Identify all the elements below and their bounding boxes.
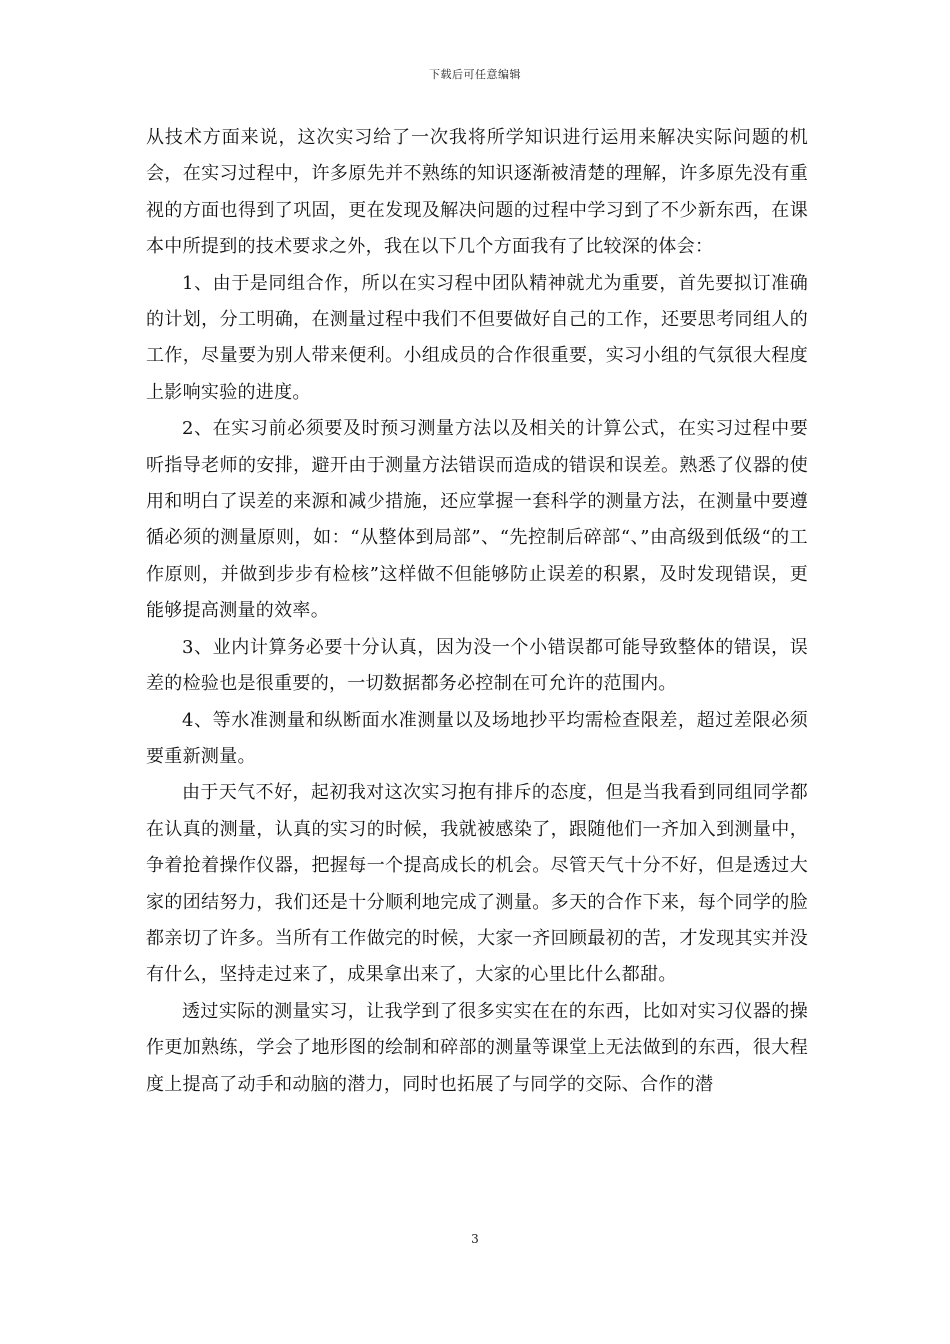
paragraph-conclusion: 透过实际的测量实习，让我学到了很多实实在在的东西，比如对实习仪器的操作更加熟练，学会了地形图的绘制和碎部的测量等课堂上无法做到的东西，很大程度上提高了动手和动脑的潜力，同时也拓展了与同学的交际、合作的潜	[146, 1000, 808, 1095]
paragraph-weather-teamwork: 由于天气不好，起初我对这次实习抱有排斥的态度，但是当我看到同组同学都在认真的测量，认真的实习的时候，我就被感染了，跟随他们一齐加入到测量中，争着抢着操作仪器，把握每一个提高成长的机会。尽管天气十分不好，但是透过大家的团结努力，我们还是十分顺利地完成了测量。多天的合作下来，每个同学的脸都亲切了许多。当所有工作做完的时候，大家一齐回顾最初的苦，才发现其实并没有什么，坚持走过来了，成果拿出来了，大家的心里比什么都甜。	[146, 782, 808, 986]
document-body	[146, 120, 808, 1103]
paragraph-intro: 从技术方面来说，这次实习给了一次我将所学知识进行运用来解决实际问题的机会，在实习过程中，许多原先并不熟练的知识逐渐被清楚的理解，许多原先没有重视的方面也得到了巩固，更在发现及解决问题的过程中学习到了不少新东西，在课本中所提到的技术要求之外，我在以下几个方面我有了比较深的体会：	[146, 127, 808, 258]
page-header: 下载后可任意编辑	[429, 68, 521, 81]
paragraph-point-3: 3、业内计算务必要十分认真，因为没一个小错误都可能导致整体的错误，误差的检验也是很重要的，一切数据都务必控制在可允许的范围内。	[146, 636, 808, 695]
paragraph-point-4: 4、等水准测量和纵断面水准测量以及场地抄平均需检查限差，超过差限必须要重新测量。	[146, 709, 808, 767]
paragraph-point-1: 1、由于是同组合作，所以在实习程中团队精神就尤为重要，首先要拟订准确的计划，分工明确，在测量过程中我们不但要做好自己的工作，还要思考同组人的工作，尽量要为别人带来便利。小组成员的合作很重要，实习小组的气氛很大程度上影响实验的进度。	[146, 272, 808, 403]
page-number: 3	[471, 1232, 479, 1246]
paragraph-point-2: 2、在实习前必须要及时预习测量方法以及相关的计算公式，在实习过程中要听指导老师的安排，避开由于测量方法错误而造成的错误和误差。熟悉了仪器的使用和明白了误差的来源和减少措施，还应掌握一套科学的测量方法，在测量中要遵循必须的测量原则，如：“从整体到局部”、“先控制后碎部“、”由高级到低级“的工作原则，并做到步步有检核”这样做不但能够防止误差的积累，及时发现错误，更能够提高测量的效率。	[146, 418, 808, 622]
